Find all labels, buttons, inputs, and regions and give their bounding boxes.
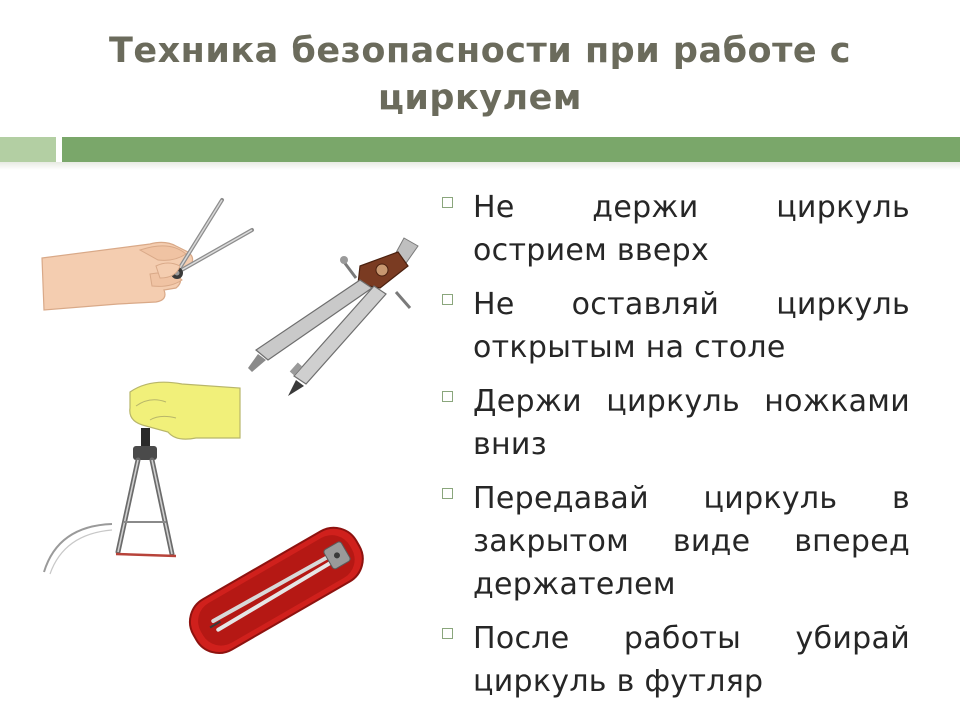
list-item-text: После работы убирай циркуль в футляр [473,621,910,699]
list-item-text: Держи циркуль ножками вниз [473,384,910,462]
slide-title: Техника безопасности при работе с циркулем [108,31,852,118]
square-bullet-icon [442,628,453,639]
title-bar-shadow [0,162,960,170]
list-item [440,186,910,272]
safety-rules-list [440,186,910,714]
compass-in-red-case-illustration [180,518,372,662]
square-bullet-icon [442,488,453,499]
hand-holding-compass-illustration [42,200,252,310]
open-compass-illustration [248,238,418,396]
illustrations-panel [0,170,440,690]
list-item-text: Не держи циркуль острием вверх [473,190,910,268]
list-item-text: Передавай циркуль в закрытом виде вперед держателем [473,481,910,602]
title-accent-bar-right [62,137,960,162]
list-item-text: Не оставляй циркуль открытым на столе [473,287,910,365]
square-bullet-icon [442,294,453,305]
square-bullet-icon [442,197,453,208]
list-item [440,477,910,606]
list-item [440,283,910,369]
gloved-hand-compass-drawing-arc-illustration [44,382,240,574]
title-accent-bar-left [0,137,56,162]
list-item [440,380,910,466]
list-item [440,617,910,703]
square-bullet-icon [442,391,453,402]
